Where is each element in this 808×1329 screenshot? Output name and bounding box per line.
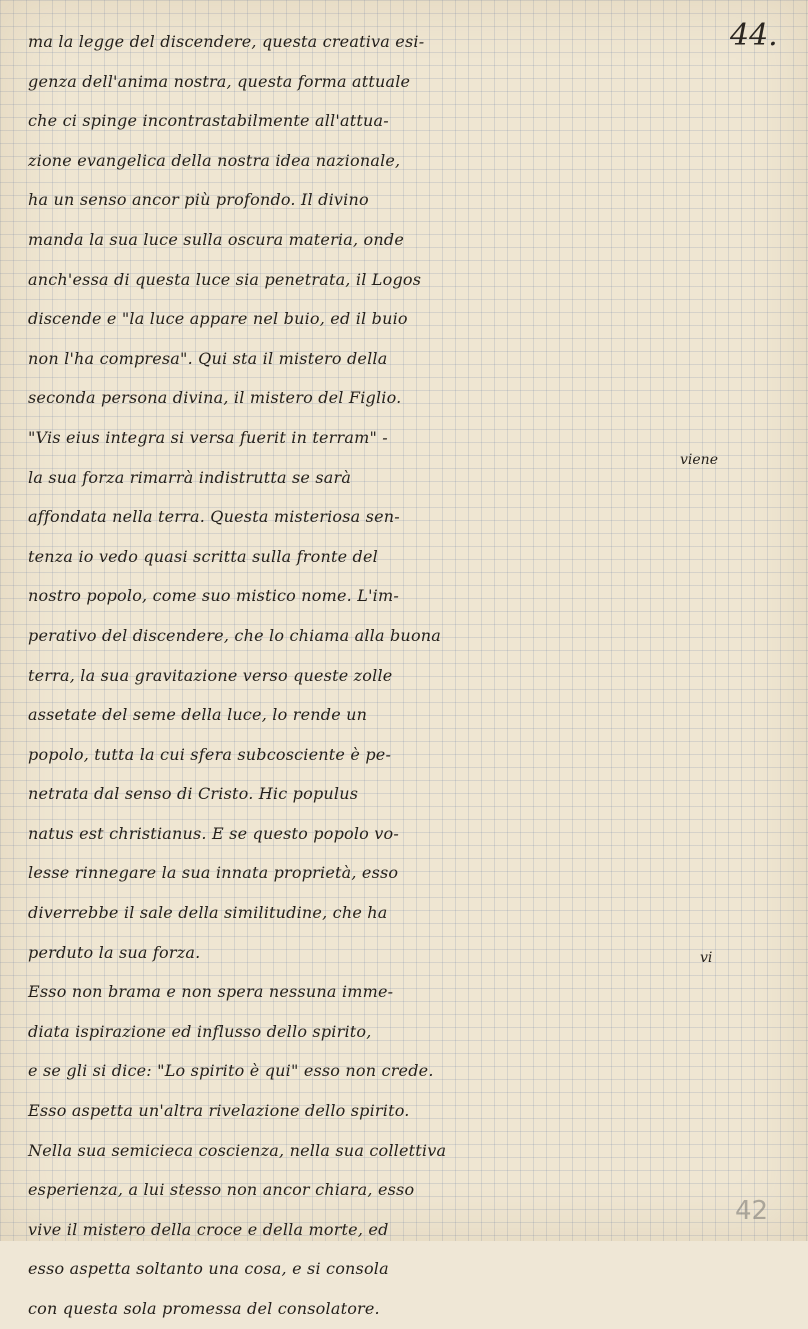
text-line: assetate del seme della luce, lo rende un xyxy=(28,705,368,725)
text-line: esso aspetta soltanto una cosa, e si consola xyxy=(28,1259,389,1279)
text-line: esperienza, a lui stesso non ancor chiara, esso xyxy=(28,1180,415,1200)
insertion-above-non-crede: vi xyxy=(700,950,713,966)
text-line: seconda persona divina, il mistero del Figlio. xyxy=(28,388,402,408)
text-line: Esso aspetta un'altra rivelazione dello spirito. xyxy=(28,1101,410,1121)
text-line: diverrebbe il sale della similitudine, che ha xyxy=(28,903,388,923)
page-number: 44. xyxy=(730,18,778,53)
text-line: popolo, tutta la cui sfera subcosciente è pe- xyxy=(28,744,392,764)
text-line: discende e "la luce appare nel buio, ed il buio xyxy=(28,309,408,329)
text-line: Esso non brama e non spera nessuna imme- xyxy=(28,982,394,1002)
text-line: manda la sua luce sulla oscura materia, onde xyxy=(28,229,404,249)
text-line: affondata nella terra. Questa misteriosa sen- xyxy=(28,507,400,527)
text-line: tenza io vedo quasi scritta sulla fronte del xyxy=(28,546,378,566)
text-line: vive il mistero della croce e della morte, ed xyxy=(28,1219,389,1239)
handwritten-text xyxy=(28,22,788,1329)
text-line: non l'ha compresa". Qui sta il mistero della xyxy=(28,348,388,368)
text-line: "Vis eius integra si versa fuerit in terram" - xyxy=(28,427,388,447)
text-line: e se gli si dice: "Lo spirito è qui" esso non crede. xyxy=(28,1061,434,1081)
archive-number: 42 xyxy=(735,1196,769,1226)
text-line: con questa sola promessa del consolatore. xyxy=(28,1299,380,1318)
text-line: anch'essa di questa luce sia penetrata, il Logos xyxy=(28,269,422,289)
text-line: nostro popolo, come suo mistico nome. L'im- xyxy=(28,586,399,606)
text-line: genza dell'anima nostra, questa forma attuale xyxy=(28,71,411,91)
text-line: diata ispirazione ed influsso dello spirito, xyxy=(28,1021,372,1041)
text-line: la sua forza rimarrà indistrutta se sarà xyxy=(28,467,352,487)
text-line: natus est christianus. E se questo popolo vo- xyxy=(28,823,399,843)
text-line: ha un senso ancor più profondo. Il divino xyxy=(28,190,369,210)
text-line: che ci spinge incontrastabilmente all'attua- xyxy=(28,111,389,131)
insertion-above-sara: viene xyxy=(680,452,718,468)
text-line: Nella sua semicieca coscienza, nella sua collettiva xyxy=(28,1140,447,1160)
text-line: netrata dal senso di Cristo. Hic populus xyxy=(28,784,359,804)
text-line: zione evangelica della nostra idea nazionale, xyxy=(28,150,401,170)
text-line: terra, la sua gravitazione verso queste zolle xyxy=(28,665,393,685)
text-line: lesse rinnegare la sua innata proprietà, esso xyxy=(28,863,399,883)
text-line: perativo del discendere, che lo chiama alla buona xyxy=(28,625,442,645)
text-line: perduto la sua forza. xyxy=(28,942,201,962)
text-line: ma la legge del discendere, questa creativa esi- xyxy=(28,32,425,51)
